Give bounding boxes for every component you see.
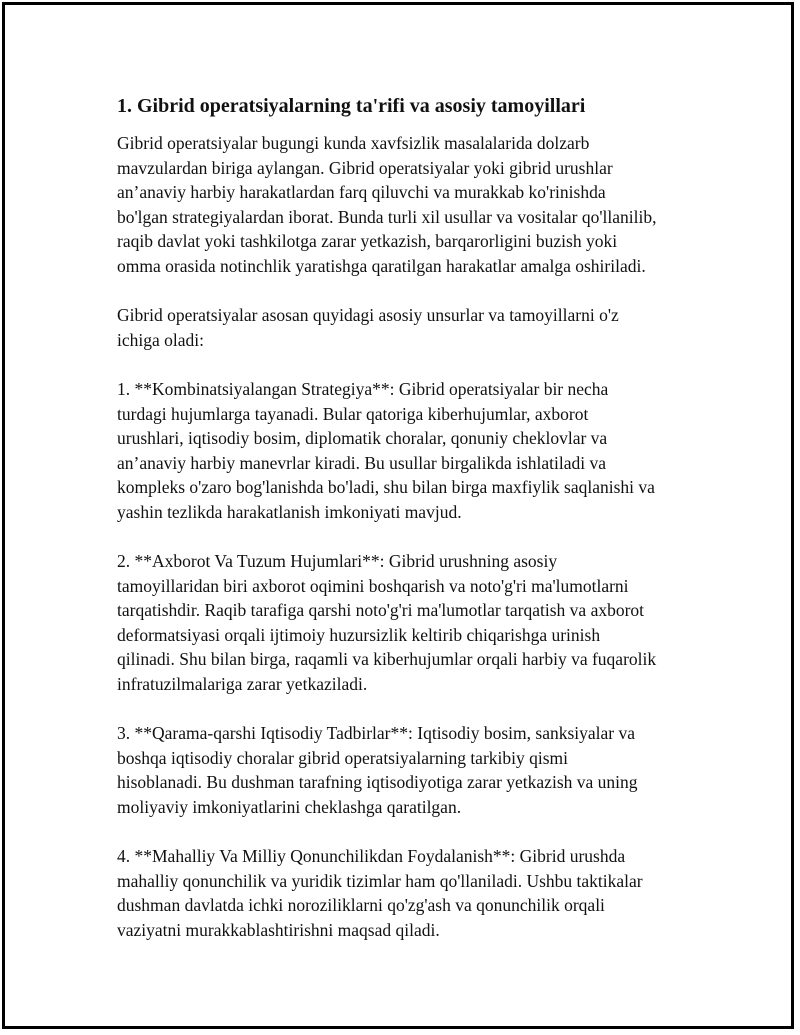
text-line: 3. **Qarama-qarshi Iqtisodiy Tadbirlar**: Iqtisodiy bosim, sanksiyalar va: [117, 723, 636, 744]
text-line: 1. **Kombinatsiyalangan Strategiya**: Gibrid operatsiyalar bir necha: [117, 378, 609, 399]
text-line: mahalliy qonunchilik va yuridik tizimlar ham qo'llaniladi. Ushbu taktikalar: [117, 870, 643, 891]
text-line: deformatsiyasi orqali ijtimoiy huzursizlik keltirib chiqarishga urinish: [117, 624, 601, 645]
text-line: infratuzilmalariga zarar yetkaziladi.: [117, 674, 368, 695]
text-line: 2. **Axborot Va Tuzum Hujumlari**: Gibrid urushning asosiy: [117, 551, 558, 572]
paragraph-principles-lead: [117, 303, 697, 352]
text-line: boshqa iqtisodiy choralar gibrid operatsiyalarning tarkibiy qismi: [117, 747, 569, 768]
text-line: kompleks o'zaro bog'lanishda bo'ladi, shu bilan birga maxfiylik saqlanishi va: [117, 477, 655, 498]
text-line: bo'lgan strategiyalardan iborat. Bunda turli xil usullar va vositalar qo'llanilib,: [117, 206, 657, 227]
text-line: an’anaviy harbiy manevrlar kiradi. Bu usullar birgalikda ishlatiladi va: [117, 452, 607, 473]
paragraph-intro: [117, 131, 697, 279]
section-title: 1. Gibrid operatsiyalarning ta'rifi va asosiy tamoyillari: [117, 95, 586, 117]
paragraph-item-1: [117, 377, 697, 525]
paragraph-item-3: [117, 721, 697, 819]
paragraph-item-4: [117, 844, 697, 942]
text-line: tarqatishdir. Raqib tarafiga qarshi noto'g'ri ma'lumotlar tarqatish va axborot: [117, 600, 645, 621]
text-line: Gibrid operatsiyalar asosan quyidagi asosiy unsurlar va tamoyillarni o'z: [117, 305, 619, 326]
text-line: tamoyillaridan biri axborot oqimini boshqarish va noto'g'ri ma'lumotlarni: [117, 575, 629, 596]
text-line: hisoblanadi. Bu dushman tarafning iqtisodiyotiga zarar yetkazish va uning: [117, 772, 638, 793]
text-line: an’anaviy harbiy harakatlardan farq qiluvchi va murakkab ko'rinishda: [117, 182, 606, 203]
text-line: dushman davlatda ichki noroziliklarni qo'zg'ash va qonunchilik orqali: [117, 895, 605, 916]
text-line: mavzulardan biriga aylangan. Gibrid operatsiyalar yoki gibrid urushlar: [117, 157, 613, 178]
document-body: [117, 93, 697, 967]
text-line: yashin tezlikda harakatlanish imkoniyati mavjud.: [117, 501, 462, 522]
text-line: omma orasida notinchlik yaratishga qaratilgan harakatlar amalga oshiriladi.: [117, 255, 646, 276]
text-line: Gibrid operatsiyalar bugungi kunda xavfsizlik masalalarida dolzarb: [117, 133, 590, 153]
text-line: ichiga oladi:: [117, 329, 204, 350]
text-line: urushlari, iqtisodiy bosim, diplomatik choralar, qonuniy cheklovlar va: [117, 428, 608, 449]
text-line: 4. **Mahalliy Va Milliy Qonunchilikdan Foydalanish**: Gibrid urushda: [117, 846, 626, 867]
text-line: turdagi hujumlarga tayanadi. Bular qatoriga kiberhujumlar, axborot: [117, 403, 589, 424]
paragraph-item-2: [117, 549, 697, 697]
text-line: raqib davlat yoki tashkilotga zarar yetkazish, barqarorligini buzish yoki: [117, 231, 618, 252]
text-line: qilinadi. Shu bilan birga, raqamli va kiberhujumlar orqali harbiy va fuqarolik: [117, 649, 657, 670]
text-line: moliyaviy imkoniyatlarini cheklashga qaratilgan.: [117, 797, 462, 818]
text-line: vaziyatni murakkablashtirishni maqsad qiladi.: [117, 920, 440, 940]
